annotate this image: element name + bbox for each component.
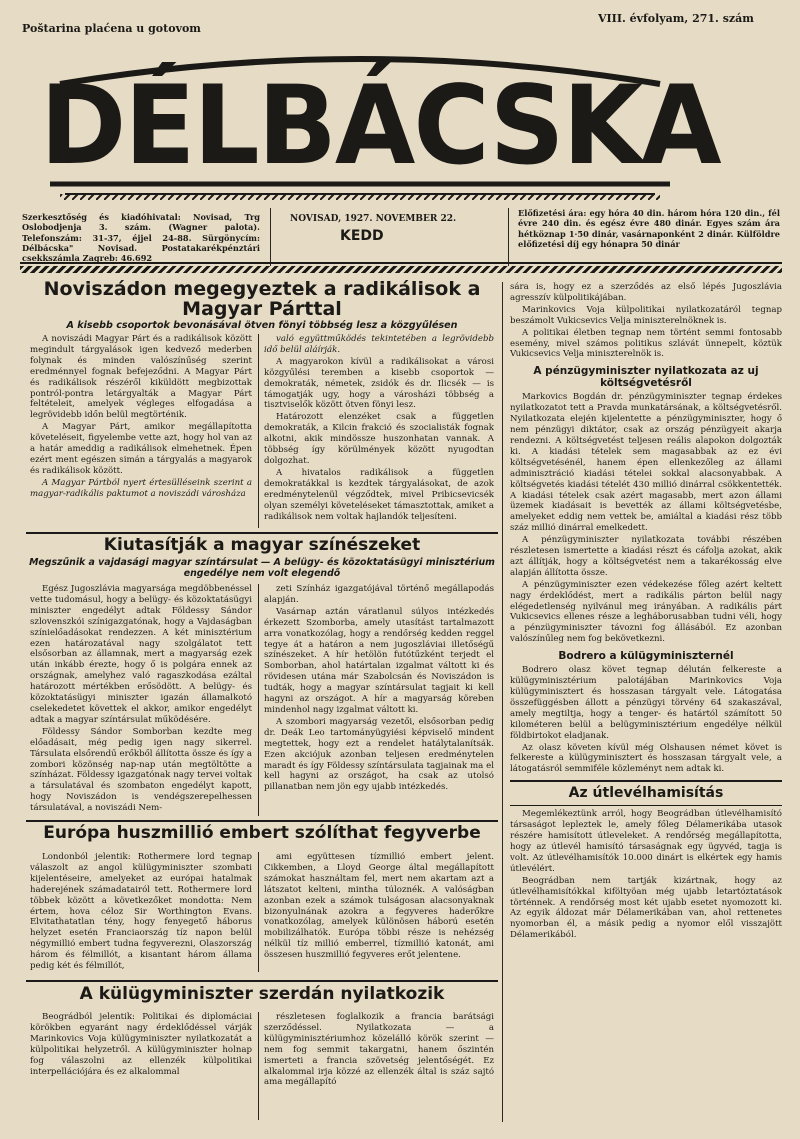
article2-col2 (264, 584, 494, 794)
paragraph: Egész Jugoszlávia magyarsága megdöbbenéssel vette tudomásul, hogy a belügy- és közoktatásügyi miniszter engedélyt adtak Földessy Sándor szlovenszkói színigazgatónak, hogy a Vajdaságban színielőadásokat rendezzen. A két minisztérium ezen határozatával nagy szolgálatot tett elsősorban az államnak, mert a magyarság ezek után inkább érezte, hogy ő is polgára ennek az országnak, amelyhez való ragaszkodása ezáltal határozott mértékben erősödött. A belügy- és közoktatásügyi miniszter igazán államalkotó cselekedetet követtek el akkor, amikor engedélyt adtak a magyar színtársulat működésére. (30, 584, 252, 725)
column-divider (258, 584, 259, 816)
paragraph: sára is, hogy ez a szerződés az első lépés Jugoszlávia agresszív külpolitikájában. (510, 282, 782, 303)
divider (270, 208, 271, 266)
section-heading: Bodrero a külügyminiszternél (558, 650, 734, 663)
paragraph: zeti Színház igazgatójával történő megállapodás alapján. (264, 584, 494, 605)
paragraph: A Magyar Párt, amikor megállapította követeléseit, figyelembe vette azt, hogy hol van az a határ ameddig a radikálisok elmehetnek. Épen ezért ment egészen simán a tárgyalás a magyarok és radikálisok között. (30, 422, 252, 476)
rule (20, 262, 782, 264)
paragraph: ami együttesen tízmillió embert jelent. Cikkemben, a Lloyd George által megállapított számokat használtam fel, mert nem akartam azt a látszatot kelteni, mintha túloznék. A valóságban azonban ezek a számok tulságosan alacsonyaknak bizonyulnának azokra a fegyveres haderőkre vonatkozólag, amelyek különösen háború esetén mobilizálhatók. Európa többi része is nehézség nélkül tíz millió emberrel, tízmillió katonát, ami összesen huszmillió fegyveres erőt jelentene. (264, 852, 494, 961)
article3-col2 (264, 852, 494, 962)
rule (26, 532, 498, 534)
paragraph: Határozott elenzéket csak a független demokraták, a Kilcin frakció és szocialisták fognak alkotni, akik mindössze huszonhatan vannak. A többség így körülmények között nyugodtan dolgozhat. (264, 412, 494, 466)
paragraph: Megemlékeztünk arról, hogy Beográdban útlevélhamisító társaságot lepleztek le, amely főleg Délamerikába utasok részére hamisított útleveleket. A rendőrség megállapította, hogy az útlevél hamisító társaságnak egy ügyvéd, tagja is volt. Az útlevélhamisítók 10.000 dinárt is elkértek egy hamis útlevélért. (510, 809, 782, 874)
paragraph: A pénzügyminiszter nyilatkozata további részében részletesen ismertette a kiadási részt és cáfolja azokat, akik azt állítják, hogy a költségvetést nem a takarékosság elve alapján állította össze. (510, 535, 782, 578)
column-divider (258, 852, 259, 972)
rule-stripe (20, 266, 782, 273)
masthead-banner (40, 44, 720, 202)
column-divider (258, 334, 259, 528)
rule (510, 805, 782, 806)
paragraph: Beográdból jelentik: Politikai és diplomáciai körökben egyaránt nagy érdeklődéssel várják Marinkovics Voja külügyminiszter nyilatkozatát a külpolitikai helyzetről. A külügyminiszter holnap fog válaszolni az ellenzék külpolitikai interpellációjára és ez alkalommal (30, 1012, 252, 1077)
article4-col1 (30, 1012, 252, 1078)
article4-headline: A külügyminiszter szerdán nyilatkozik (79, 984, 445, 1004)
article1-headline: Noviszádon megegyeztek a radikálisok a Magyar Párttal (43, 278, 481, 320)
rule (26, 980, 498, 982)
article4-col2 (264, 1012, 494, 1089)
article1-subhead: A kisebb csoportok bevonásával ötven fönyi többség lesz a közgyűlésen (66, 320, 458, 331)
divider (508, 208, 509, 266)
rule (510, 780, 782, 782)
column-divider (258, 1012, 259, 1120)
paragraph: való együttműködés tekintetében a legrövidebb idő belül aláírják. (264, 334, 494, 355)
paragraph: A magyarokon kívül a radikálisokat a városi közgyűlési teremben a kisebb csoportok — demokraták, németek, zsidók és dr. Ilicsék — is támogatják ugy, hogy a városházi többség a tisztviselők között ötven fönyi lesz. (264, 356, 494, 411)
paragraph: Bodrero olasz követ tegnap délután felkereste a külügyminisztérium palotájában Marinkovics Voja külügyminisztert és hosszasan tárgyalt vele. Látogatása összefüggésben állott a pénzügyi törvény 64 szakaszával, amely megtiltja, hogy a tenger- és határtól számított 50 kilométeren belül a belügyminisztérium engedélye nélkül földbirtokot eladjanak. (510, 665, 782, 741)
section-heading: Az útlevélhamisítás (568, 785, 724, 802)
article2-headline: Kiutasítják a magyar színészeket (103, 535, 421, 555)
paragraph: Marinkovics Voja külpolitikai nyilatkozatáról tegnap beszámolt Vukicsevics Velja miniszterelnöknek is. (510, 304, 782, 326)
paragraph: Markovics Bogdán dr. pénzügyminiszter tegnap érdekes nyilatkozatot tett a Pravda munkatársának, a költségvetésről. Nyilatkozata elején kijelentette a pénzügyminiszter, hogy ő nem pénzügyi diktátor, csak az ország pénzügyeit akarja rendezni. A költségvetést teljesen reális alapokon dolgozták ki. A kiadási tételek sem magasabbak az ez évi költségvetésénél, hanem épen ellenkezőleg az állami adminisztráció kiadási tételei sokkal alacsonyabbak. A költségvetés kiadási tételét 430 millió dinárral csökkentették. A kiadási tételek csak azért magasabb, mert azon állami üzemek kiadásait is bevették az állami költségvetésbe, amelyeket eddig nem vettek be, amiáltal a kiadási rész több száz millió dinárral emelkedett. (510, 392, 782, 534)
article2-subhead: Megszűnik a vajdasági magyar színtársulat — A belügy- és közoktatásügyi minisztérium engedélye nem volt elegendő (29, 557, 495, 579)
editorial-office: Szerkesztőség és kiadóhivatal: Novisad, Trg Oslobodjenja 3. szám. (Wagner palota). Telefonszám: 31-37, éjjel 24-88. Sürgönycím: Délbácska" Novisad. Postatakarékpénztári csekkszámla Zagreb: 46.692 (22, 212, 260, 264)
paragraph: Az olasz követen kívül még Olshausen német követ is felkereste a külügyminisztert és hosszasan tárgyalt vele, a látogatásról semmiféle közleményt nem adtak ki. (510, 742, 782, 775)
dateline: NOVISAD, 1927. NOVEMBER 22. (290, 214, 457, 224)
section-heading: A pénzügyminiszter nyilatkozata az uj költségvetésről (533, 365, 759, 390)
paragraph: Londonból jelentik: Rothermere lord tegnap válaszolt az angol külügyminiszter szombati kijelentéseire, amelyeket az európai hatalmak haderejének számadatairól tett. Rothermere lord többek között a következőket mondotta: Nem értem, hova céloz Sir Worthington Evans. Elvitathatatlan tény, hogy fenyegető háborus helyzet esetén Franciaország tíz napon belül négymillió embert tudna fegyverezni, Olaszország három és félmillót, a kisantant három állama pedig két és félmillót, (30, 852, 252, 972)
paragraph: Beográdban nem tartják kizártnak, hogy az útlevélhamisítókkal kiföltyöan még ujabb letartóztatások történnek. A rendőrség most két ujabb esetet nyomozott ki. Az egyik áldozat már Délamerikában van, ahol rettenetes nyomorban él, a másik pedig a nyomor elől visszajött Délamerikából. (510, 875, 782, 941)
paragraph: A noviszádi Magyar Párt és a radikálisok között megindult tárgyalások igen kedvező mederben folynak és minden valószínűség szerint eredménnyel fognak befejeződni. A Magyar Párt és radikálisok részéről kiküldött megbizottak pontról-pontra letárgyalták a Magyar Párt feltételeit, amelyek végleges elfogadása a legrövidebb időn belül megtörténik. (30, 334, 252, 421)
paragraph: A politikai életben tegnap nem történt semmi fontosabb esemény, mivel számos politikus szlávát ünnepelt, köztük Vukicsevics Velja miniszterelnök is. (510, 327, 782, 360)
paragraph: A pénzügyminiszter ezen védekezése főleg azért keltett nagy érdeklődést, mert a radikális párton belül nagy elégedetlenség nyilvánul meg irányában. A radikális párt Vukicsevics ellenes része a legháborusabban tudni véli, hogy a pénzügyminiszter távozni fog állásából. Ez azonban valószínűleg nem fog bekövetkezni. (510, 579, 782, 645)
weekday: KEDD (340, 228, 384, 244)
paragraph: Vasárnap aztán váratlanul súlyos intézkedés érkezett Szomborba, amely utasítást tartalmazott arra vonatkozólag, hogy a rendőrség kedden reggel tegye át a határon a nem jugoszláviai illetőségű színészeket. A hír hetölön futótűzként terjedt el Somborban, ahol határtalan izgalmat váltott ki és rövidesen utána már Szabolcsán és Noviszádon is tudták, hogy a magyar színtársulat tagjait ki kell hagyni az országot. A hír a magyarság köreben mindenhol nagy izgalmat váltott ki. (264, 606, 494, 715)
article2-col1 (30, 584, 252, 815)
column-divider (502, 282, 503, 1122)
right-column (510, 282, 782, 942)
paragraph: Földessy Sándor Somborban kezdte meg előadásait, még pedig igen nagy sikerrel. Társulata elsőrendű erőkből állította össze és így a zombori közönség nap-nap után megtöltötte a színházat. Földessy igazgatónak nagy tervei voltak a társulatával és szombaton engedélyt kapott, hogy Noviszádon is vendégszerepelhessen társulatával, a noviszádi Nem- (30, 726, 252, 814)
article3-headline: Európa huszmillió embert szólíthat fegyverbe (43, 823, 481, 843)
article1-col2 (264, 334, 494, 523)
paragraph: részletesen foglalkozik a francia barátsági szerződéssel. Nyilatkozata — a külügyminisztériumhoz közelálló körök szerint — nem fog semmit takargatni, hanem őszintén ismerteti a francia szövetség jelentőségét. Ez alkalommal irja közzé az ellenzék által is száz sajtó ama megállapító (264, 1012, 494, 1088)
newspaper-title: DÉLBÁCSKA (40, 60, 720, 190)
subscription-info: Előfizetési ára: egy hóra 40 din. három hóra 120 din., fél évre 240 din. és egész évre 480 dinár. Egyes szám ára hétköznap 1·50 dinár, vasárnaponként 2 dinár. Külföldre előfizetési díj egy hónapra 50 dinár (518, 208, 780, 249)
volume-number: VIII. évfolyam, 271. szám (598, 12, 754, 25)
article1-col1 (30, 334, 252, 501)
paragraph: A hivatalos radikálisok a független demokratákkal is kezdtek tárgyalásokat, de azok eredménytelenül végződtek, mivel Pribicsevicsék olyan személyi követeléseket támasztottak, amiket a radikálisok nem voltak hajlandók teljesíteni. (264, 467, 494, 522)
postage-note: Poštarina plaćena u gotovom (22, 22, 201, 35)
rule (26, 820, 498, 822)
paragraph: A Magyar Pártból nyert értesülléseink szerint a magyar-radikális paktumot a noviszádi városháza (30, 477, 252, 499)
article3-col1 (30, 852, 252, 973)
paragraph: A szombori magyarság vezetői, elsősorban pedig dr. Deák Leo tartományügyiési képviselő mindent megtettek, hogy ezt a rendelet hatálytalanítsák. Ezen akciójuk azonban teljesen eredménytelen maradt és így Földessy színtársulata tagjainak ma el kell hagyni az országot, ha csak az utolsó pillanatban nem jön egy ujabb intézkedés. (264, 716, 494, 793)
